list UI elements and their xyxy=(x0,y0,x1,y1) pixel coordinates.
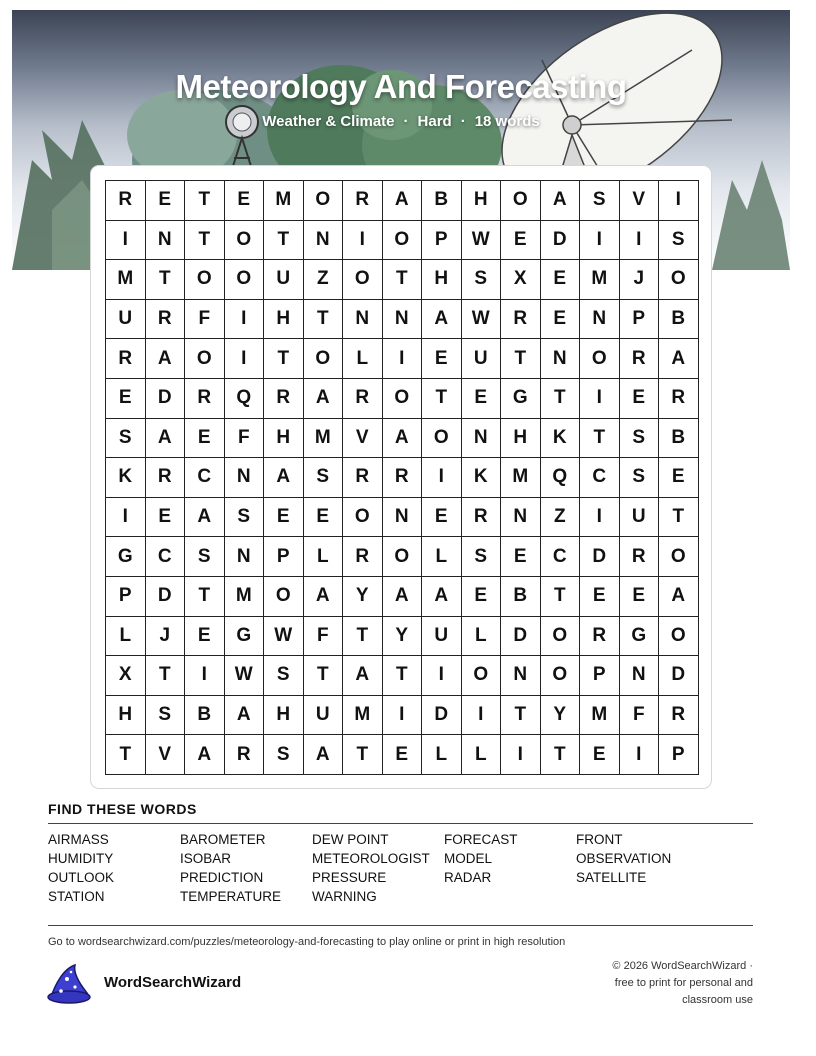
grid-cell[interactable]: O xyxy=(343,498,383,538)
word-list-item: METEOROLOGIST xyxy=(312,851,430,866)
grid-cell[interactable]: A xyxy=(225,696,265,736)
word-list xyxy=(48,832,753,904)
puzzle-card xyxy=(90,165,712,789)
grid-cell[interactable]: A xyxy=(304,735,344,775)
grid-cell[interactable]: T xyxy=(501,696,541,736)
grid-cell[interactable]: Q xyxy=(541,458,581,498)
grid-cell[interactable]: B xyxy=(659,419,699,459)
grid-cell[interactable]: E xyxy=(580,577,620,617)
grid-cell[interactable]: I xyxy=(580,498,620,538)
grid-cell[interactable]: N xyxy=(343,300,383,340)
grid-cell[interactable]: R xyxy=(659,696,699,736)
grid-cell[interactable]: E xyxy=(383,735,423,775)
grid-cell[interactable]: C xyxy=(541,537,581,577)
grid-cell[interactable]: Z xyxy=(541,498,581,538)
footer-url-text: Go to wordsearchwizard.com/puzzles/meteorology-and-forecasting to play online or print in high resolution xyxy=(48,936,566,948)
grid-cell[interactable]: S xyxy=(620,458,660,498)
grid-cell[interactable]: A xyxy=(383,577,423,617)
grid-cell[interactable]: O xyxy=(185,260,225,300)
grid-cell[interactable]: E xyxy=(264,498,304,538)
grid-cell[interactable]: O xyxy=(541,656,581,696)
meta-separator: · xyxy=(460,113,466,130)
grid-cell[interactable]: D xyxy=(659,656,699,696)
grid-cell[interactable]: M xyxy=(106,260,146,300)
grid-cell[interactable]: A xyxy=(422,300,462,340)
grid-cell[interactable]: T xyxy=(541,379,581,419)
grid-cell[interactable]: T xyxy=(383,656,423,696)
word-list-item: SATELLITE xyxy=(576,870,647,885)
grid-cell[interactable]: X xyxy=(501,260,541,300)
grid-cell[interactable]: T xyxy=(501,339,541,379)
grid-cell[interactable]: T xyxy=(343,735,383,775)
grid-cell[interactable]: I xyxy=(185,656,225,696)
grid-cell[interactable]: O xyxy=(185,339,225,379)
word-list-item: STATION xyxy=(48,889,105,904)
grid-cell[interactable]: W xyxy=(462,300,502,340)
grid-cell[interactable]: W xyxy=(225,656,265,696)
grid-cell[interactable]: A xyxy=(304,577,344,617)
grid-cell[interactable]: A xyxy=(185,735,225,775)
grid-cell[interactable]: N xyxy=(383,498,423,538)
grid-cell[interactable]: I xyxy=(106,221,146,261)
grid-cell[interactable]: A xyxy=(304,379,344,419)
grid-cell[interactable]: E xyxy=(146,181,186,221)
grid-cell[interactable]: N xyxy=(304,221,344,261)
grid-cell[interactable]: A xyxy=(264,458,304,498)
grid-cell[interactable]: G xyxy=(225,617,265,657)
grid-cell[interactable]: N xyxy=(383,300,423,340)
grid-cell[interactable]: I xyxy=(620,735,660,775)
grid-cell[interactable]: D xyxy=(541,221,581,261)
grid-cell[interactable]: T xyxy=(422,379,462,419)
grid-cell[interactable]: E xyxy=(106,379,146,419)
grid-cell[interactable]: J xyxy=(146,617,186,657)
grid-cell[interactable]: P xyxy=(106,577,146,617)
grid-cell[interactable]: R xyxy=(343,458,383,498)
word-count-label: 18 words xyxy=(474,113,540,130)
grid-cell[interactable]: N xyxy=(620,656,660,696)
grid-cell[interactable]: A xyxy=(659,339,699,379)
word-list-item: PREDICTION xyxy=(180,870,264,885)
grid-cell[interactable]: I xyxy=(580,221,620,261)
category-label: Weather & Climate xyxy=(262,113,395,130)
grid-cell[interactable]: J xyxy=(620,260,660,300)
grid-cell[interactable]: V xyxy=(620,181,660,221)
grid-cell[interactable]: N xyxy=(580,300,620,340)
grid-cell[interactable]: K xyxy=(106,458,146,498)
grid-cell[interactable]: R xyxy=(620,537,660,577)
word-list-heading: FIND THESE WORDS xyxy=(48,801,197,817)
grid-cell[interactable]: O xyxy=(383,379,423,419)
grid-cell[interactable]: O xyxy=(462,656,502,696)
grid-cell[interactable]: I xyxy=(620,221,660,261)
grid-cell[interactable]: L xyxy=(343,339,383,379)
grid-cell[interactable]: Q xyxy=(225,379,265,419)
grid-cell[interactable]: T xyxy=(343,617,383,657)
grid-cell[interactable]: R xyxy=(659,379,699,419)
grid-cell[interactable]: Y xyxy=(383,617,423,657)
grid-cell[interactable]: S xyxy=(462,537,502,577)
grid-cell[interactable]: M xyxy=(304,419,344,459)
grid-cell[interactable]: D xyxy=(580,537,620,577)
grid-cell[interactable]: S xyxy=(264,735,304,775)
grid-cell[interactable]: O xyxy=(659,537,699,577)
grid-cell[interactable]: H xyxy=(264,419,304,459)
grid-cell[interactable]: R xyxy=(383,458,423,498)
grid-cell[interactable]: R xyxy=(146,300,186,340)
grid-cell[interactable]: R xyxy=(146,458,186,498)
grid-cell[interactable]: I xyxy=(383,696,423,736)
grid-cell[interactable]: O xyxy=(383,537,423,577)
grid-cell[interactable]: C xyxy=(580,458,620,498)
grid-cell[interactable]: B xyxy=(659,300,699,340)
grid-cell[interactable]: T xyxy=(106,735,146,775)
grid-cell[interactable]: O xyxy=(304,181,344,221)
word-list-item: HUMIDITY xyxy=(48,851,114,866)
grid-cell[interactable]: S xyxy=(146,696,186,736)
grid-cell[interactable]: C xyxy=(185,458,225,498)
difficulty-label: Hard xyxy=(417,113,452,130)
grid-cell[interactable]: F xyxy=(185,300,225,340)
grid-cell[interactable]: I xyxy=(422,458,462,498)
grid-cell[interactable]: S xyxy=(264,656,304,696)
puzzle-meta xyxy=(12,113,790,130)
grid-cell[interactable]: B xyxy=(501,577,541,617)
grid-cell[interactable]: O xyxy=(501,181,541,221)
grid-cell[interactable]: U xyxy=(462,339,502,379)
grid-cell[interactable]: N xyxy=(225,458,265,498)
grid-cell[interactable]: N xyxy=(501,498,541,538)
grid-cell[interactable]: O xyxy=(225,221,265,261)
grid-cell[interactable]: H xyxy=(264,300,304,340)
grid-cell[interactable]: I xyxy=(106,498,146,538)
grid-cell[interactable]: E xyxy=(501,537,541,577)
grid-cell[interactable]: O xyxy=(422,419,462,459)
grid-cell[interactable]: R xyxy=(106,339,146,379)
puzzle-title: Meteorology And Forecasting xyxy=(175,68,627,105)
grid-cell[interactable]: E xyxy=(659,458,699,498)
grid-cell[interactable]: B xyxy=(185,696,225,736)
word-list-item: DEW POINT xyxy=(312,832,389,847)
grid-cell[interactable]: K xyxy=(462,458,502,498)
grid-cell[interactable]: Y xyxy=(541,696,581,736)
grid-cell[interactable]: O xyxy=(580,339,620,379)
grid-cell[interactable]: T xyxy=(383,260,423,300)
grid-cell[interactable]: N xyxy=(225,537,265,577)
grid-cell[interactable]: F xyxy=(620,696,660,736)
grid-cell[interactable]: A xyxy=(383,181,423,221)
grid-cell[interactable]: A xyxy=(422,577,462,617)
divider xyxy=(48,925,753,926)
grid-cell[interactable]: S xyxy=(304,458,344,498)
word-list-item: TEMPERATURE xyxy=(180,889,282,904)
grid-cell[interactable]: V xyxy=(146,735,186,775)
grid-cell[interactable]: R xyxy=(580,617,620,657)
grid-cell[interactable]: X xyxy=(106,656,146,696)
grid-cell[interactable]: R xyxy=(343,379,383,419)
grid-cell[interactable]: T xyxy=(304,656,344,696)
grid-cell[interactable]: P xyxy=(422,221,462,261)
grid-cell[interactable]: H xyxy=(462,181,502,221)
grid-cell[interactable]: E xyxy=(541,300,581,340)
grid-cell[interactable]: N xyxy=(501,656,541,696)
grid-cell[interactable]: E xyxy=(422,339,462,379)
grid-cell[interactable]: C xyxy=(146,537,186,577)
grid-cell[interactable]: I xyxy=(383,339,423,379)
grid-cell[interactable]: F xyxy=(304,617,344,657)
grid-cell[interactable]: T xyxy=(185,181,225,221)
brand-name: WordSearchWizard xyxy=(104,974,242,991)
word-list-item: PRESSURE xyxy=(312,870,387,885)
grid-cell[interactable]: U xyxy=(422,617,462,657)
grid-cell[interactable]: U xyxy=(106,300,146,340)
grid-cell[interactable]: L xyxy=(106,617,146,657)
grid-cell[interactable]: E xyxy=(225,181,265,221)
grid-cell[interactable]: M xyxy=(264,181,304,221)
grid-cell[interactable]: T xyxy=(146,260,186,300)
grid-cell[interactable]: A xyxy=(343,656,383,696)
grid-cell[interactable]: N xyxy=(146,221,186,261)
grid-cell[interactable]: T xyxy=(659,498,699,538)
grid-cell[interactable]: R xyxy=(620,339,660,379)
grid-cell[interactable]: O xyxy=(659,617,699,657)
grid-cell[interactable]: S xyxy=(462,260,502,300)
grid-cell[interactable]: I xyxy=(422,656,462,696)
grid-cell[interactable]: E xyxy=(146,498,186,538)
grid-cell[interactable]: R xyxy=(462,498,502,538)
grid-cell[interactable]: T xyxy=(185,577,225,617)
grid-cell[interactable]: A xyxy=(146,339,186,379)
grid-cell[interactable]: L xyxy=(422,735,462,775)
copyright-line: free to print for personal and xyxy=(614,977,753,989)
grid-cell[interactable]: S xyxy=(580,181,620,221)
grid-cell[interactable]: R xyxy=(343,181,383,221)
grid-cell[interactable]: E xyxy=(304,498,344,538)
word-list-item: WARNING xyxy=(312,889,377,904)
meta-separator: · xyxy=(403,113,409,130)
grid-cell[interactable]: P xyxy=(659,735,699,775)
grid-cell[interactable]: E xyxy=(422,498,462,538)
wizard-hat-icon xyxy=(45,963,93,1005)
grid-cell[interactable]: E xyxy=(462,577,502,617)
grid-cell[interactable]: M xyxy=(225,577,265,617)
grid-cell[interactable]: T xyxy=(264,221,304,261)
grid-cell[interactable]: I xyxy=(343,221,383,261)
grid-cell[interactable]: Z xyxy=(304,260,344,300)
grid-cell[interactable]: S xyxy=(185,537,225,577)
grid-cell[interactable]: R xyxy=(225,735,265,775)
grid-cell[interactable]: D xyxy=(146,379,186,419)
grid-cell[interactable]: K xyxy=(541,419,581,459)
word-list-item: BAROMETER xyxy=(180,832,266,847)
grid-cell[interactable]: S xyxy=(659,221,699,261)
word-list-item: OUTLOOK xyxy=(48,870,115,885)
grid-cell[interactable]: H xyxy=(106,696,146,736)
grid-cell[interactable]: T xyxy=(185,221,225,261)
grid-cell[interactable]: L xyxy=(304,537,344,577)
grid-cell[interactable]: T xyxy=(541,577,581,617)
grid-cell[interactable]: I xyxy=(659,181,699,221)
grid-cell[interactable]: E xyxy=(185,617,225,657)
word-list-item: MODEL xyxy=(444,851,493,866)
word-list-item: RADAR xyxy=(444,870,492,885)
grid-cell[interactable]: T xyxy=(264,339,304,379)
grid-cell[interactable]: H xyxy=(501,419,541,459)
grid-cell[interactable]: O xyxy=(264,577,304,617)
grid-cell[interactable]: S xyxy=(106,419,146,459)
grid-cell[interactable]: O xyxy=(659,260,699,300)
grid-cell[interactable]: G xyxy=(501,379,541,419)
grid-cell[interactable]: E xyxy=(620,379,660,419)
grid-cell[interactable]: U xyxy=(264,260,304,300)
word-list-item: FRONT xyxy=(576,832,623,847)
grid-cell[interactable]: E xyxy=(462,379,502,419)
grid-cell[interactable]: O xyxy=(383,221,423,261)
grid-cell[interactable]: L xyxy=(422,537,462,577)
grid-cell[interactable]: O xyxy=(225,260,265,300)
grid-cell[interactable]: E xyxy=(541,260,581,300)
grid-cell[interactable]: E xyxy=(580,735,620,775)
grid-cell[interactable]: S xyxy=(225,498,265,538)
grid-cell[interactable]: M xyxy=(580,696,620,736)
grid-cell[interactable]: H xyxy=(264,696,304,736)
grid-cell[interactable]: E xyxy=(185,419,225,459)
grid-cell[interactable]: R xyxy=(264,379,304,419)
copyright-text xyxy=(583,958,753,1009)
grid-cell[interactable]: T xyxy=(541,735,581,775)
grid-cell[interactable]: A xyxy=(146,419,186,459)
grid-cell[interactable]: I xyxy=(580,379,620,419)
copyright-line: classroom use xyxy=(682,994,753,1006)
grid-cell[interactable]: I xyxy=(225,300,265,340)
word-list-item: AIRMASS xyxy=(48,832,109,847)
divider xyxy=(48,823,753,824)
grid-cell[interactable]: W xyxy=(462,221,502,261)
grid-cell[interactable]: L xyxy=(462,735,502,775)
grid-cell[interactable]: M xyxy=(501,458,541,498)
grid-cell[interactable]: P xyxy=(620,300,660,340)
grid-cell[interactable]: V xyxy=(343,419,383,459)
grid-cell[interactable]: A xyxy=(541,181,581,221)
grid-cell[interactable]: S xyxy=(620,419,660,459)
grid-cell[interactable]: T xyxy=(580,419,620,459)
word-list-item: OBSERVATION xyxy=(576,851,672,866)
grid-cell[interactable]: I xyxy=(462,696,502,736)
grid-cell[interactable]: T xyxy=(146,656,186,696)
grid-cell[interactable]: I xyxy=(501,735,541,775)
grid-cell[interactable]: A xyxy=(185,498,225,538)
grid-cell[interactable]: I xyxy=(225,339,265,379)
grid-cell[interactable]: D xyxy=(422,696,462,736)
grid-cell[interactable]: G xyxy=(620,617,660,657)
grid-cell[interactable]: D xyxy=(146,577,186,617)
grid-cell[interactable]: R xyxy=(106,181,146,221)
grid-cell[interactable]: M xyxy=(580,260,620,300)
grid-cell[interactable]: U xyxy=(304,696,344,736)
grid-cell[interactable]: R xyxy=(185,379,225,419)
grid-cell[interactable]: P xyxy=(580,656,620,696)
grid-cell[interactable]: O xyxy=(541,617,581,657)
grid-cell[interactable]: U xyxy=(620,498,660,538)
grid-cell[interactable]: N xyxy=(541,339,581,379)
grid-cell[interactable]: F xyxy=(225,419,265,459)
grid-cell[interactable]: L xyxy=(462,617,502,657)
grid-cell[interactable]: Y xyxy=(343,577,383,617)
letter-grid xyxy=(105,180,699,775)
grid-cell[interactable]: W xyxy=(264,617,304,657)
grid-cell[interactable]: R xyxy=(501,300,541,340)
grid-cell[interactable]: E xyxy=(501,221,541,261)
grid-cell[interactable]: N xyxy=(462,419,502,459)
word-list-item: ISOBAR xyxy=(180,851,232,866)
grid-cell[interactable]: P xyxy=(264,537,304,577)
grid-cell[interactable]: M xyxy=(343,696,383,736)
grid-cell[interactable]: H xyxy=(422,260,462,300)
grid-cell[interactable]: T xyxy=(304,300,344,340)
grid-cell[interactable]: R xyxy=(343,537,383,577)
grid-cell[interactable]: E xyxy=(620,577,660,617)
grid-cell[interactable]: G xyxy=(106,537,146,577)
grid-cell[interactable]: O xyxy=(304,339,344,379)
word-list-item: FORECAST xyxy=(444,832,518,847)
grid-cell[interactable]: D xyxy=(501,617,541,657)
grid-cell[interactable]: A xyxy=(659,577,699,617)
grid-cell[interactable]: B xyxy=(422,181,462,221)
grid-cell[interactable]: A xyxy=(383,419,423,459)
grid-cell[interactable]: O xyxy=(343,260,383,300)
copyright-line: © 2026 WordSearchWizard · xyxy=(612,960,753,972)
